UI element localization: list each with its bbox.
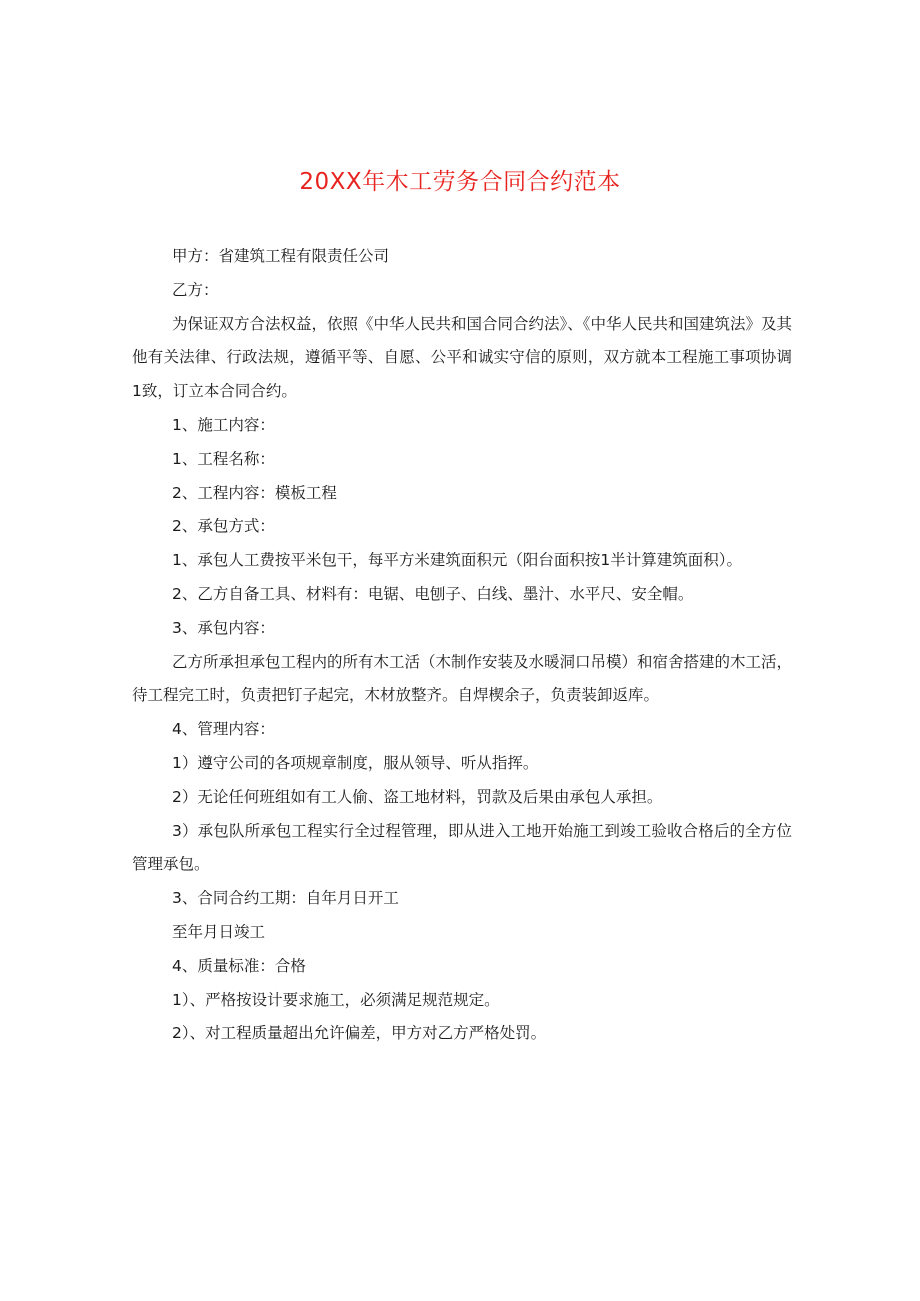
preamble-paragraph: 为保证双方合法权益，依照《中华人民共和国合同合约法》、《中华人民共和国建筑法》及其他有关法律、行政法规，遵循平等、自愿、公平和诚实守信的原则，双方就本工程施工事项协调1致，订立本合同合约。 <box>132 314 793 401</box>
clause-line: 2、工程内容：模板工程 <box>172 483 337 502</box>
clause-line: 1、工程名称： <box>172 449 275 468</box>
section-heading: 3、合同合约工期：自年月日开工 <box>172 889 399 908</box>
clause-line: 2）、对工程质量超出允许偏差，甲方对乙方严格处罚。 <box>172 1024 547 1043</box>
clause-line: 2、乙方自备工具、材料有：电锯、电刨子、白线、墨汁、水平尺、安全帽。 <box>172 584 694 603</box>
document-body <box>132 240 792 1051</box>
section-heading: 1、施工内容： <box>172 415 275 434</box>
clause-paragraph: 3）承包队所承包工程实行全过程管理，即从进入工地开始施工到竣工验收合格后的全方位管理承包。 <box>132 821 792 874</box>
clause-line: 2）无论任何班组如有工人偷、盗工地材料，罚款及后果由承包人承担。 <box>172 787 663 806</box>
section-heading: 2、承包方式： <box>172 517 275 536</box>
section-heading: 4、管理内容： <box>172 720 275 739</box>
section-heading: 3、承包内容： <box>172 618 275 637</box>
party-b-line: 乙方： <box>172 280 219 299</box>
clause-paragraph: 乙方所承担承包工程内的所有木工活（木制作安装及水暖洞口吊模）和宿舍搭建的木工活，待工程完工时，负责把钉子起完，木材放整齐。自焊楔余子，负责装卸返库。 <box>132 652 793 705</box>
clause-paragraph: 1、承包人工费按平米包干，每平方米建筑面积元（阳台面积按1半计算建筑面积）。 <box>172 551 742 570</box>
party-a-line: 甲方：省建筑工程有限责任公司 <box>172 247 390 265</box>
clause-line: 1）、严格按设计要求施工，必须满足规范规定。 <box>172 990 500 1009</box>
clause-line: 1）遵守公司的各项规章制度，服从领导、听从指挥。 <box>172 753 539 772</box>
clause-line: 至年月日竣工 <box>172 922 266 941</box>
section-heading: 4、质量标准：合格 <box>172 956 306 975</box>
document-title: 20XX年木工劳务合同合约范本 <box>299 169 621 195</box>
